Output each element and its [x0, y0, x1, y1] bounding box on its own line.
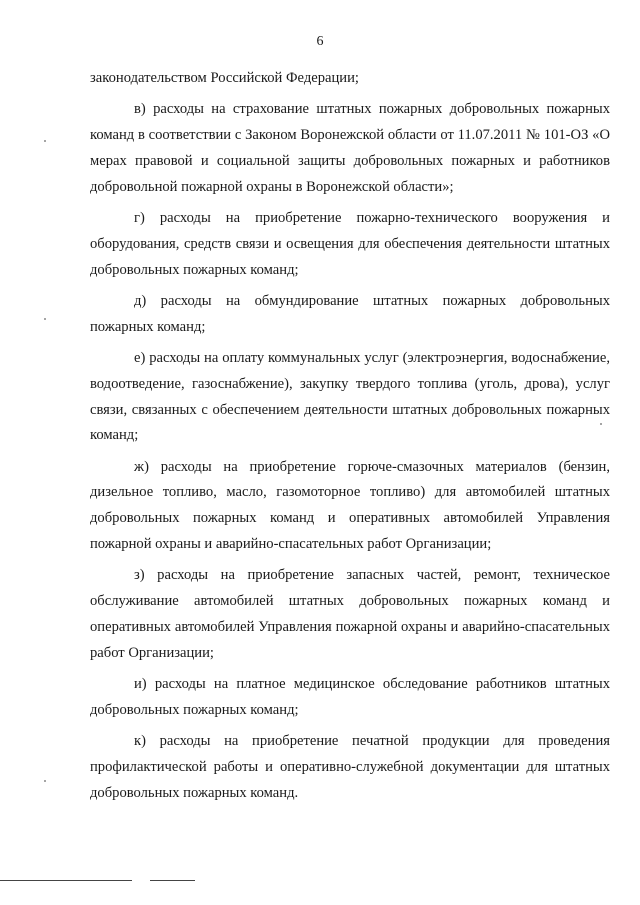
- page-number: 6: [316, 34, 324, 49]
- paragraph-item-zh: ж) расходы на приобретение горюче-смазочных материалов (бензин, дизельное топливо, масло, газомоторное топливо) для автомобилей штатных добровольных пожарных команд и оперативных автомобилей Управления пожарной охраны и аварийно-спасательных работ Организации;: [90, 458, 610, 553]
- paragraph-item-e: е) расходы на оплату коммунальных услуг (электроэнергия, водоснабжение, водоотведение, газоснабжение), закупку твердого топлива (уголь, дрова), услуг связи, связанных с обеспечением деятельности штатных добровольных пожарных команд;: [90, 349, 610, 444]
- paragraph-item-i: и) расходы на платное медицинское обследование работников штатных добровольных пожарных команд;: [90, 676, 610, 718]
- footer-rule: [0, 880, 132, 881]
- paragraph-item-v: в) расходы на страхование штатных пожарных добровольных пожарных команд в соответствии с Законом Воронежской области от 11.07.2011 № 101-ОЗ «О мерах правовой и социальной защиты добровольных пожарных и работников добровольной пожарной охраны в Воронежской области»;: [90, 101, 610, 195]
- paragraph-continuation: законодательством Российской Федерации;: [90, 70, 359, 86]
- paragraph-item-g: г) расходы на приобретение пожарно-технического вооружения и оборудования, средств связи и освещения для обеспечения деятельности штатных добровольных пожарных команд;: [90, 209, 610, 278]
- scan-speck: [44, 780, 46, 782]
- scan-speck: [44, 318, 46, 320]
- scan-speck: [600, 423, 602, 425]
- footer-rule: [150, 880, 195, 881]
- paragraph-item-d: д) расходы на обмундирование штатных пожарных добровольных пожарных команд;: [90, 292, 610, 335]
- scan-speck: [44, 140, 46, 142]
- paragraph-item-k: к) расходы на приобретение печатной продукции для проведения профилактической работы и оперативно-служебной документации для штатных добровольных пожарных команд.: [90, 733, 610, 801]
- document-body: [90, 66, 610, 812]
- paragraph-item-z: з) расходы на приобретение запасных частей, ремонт, техническое обслуживание автомобилей штатных добровольных пожарных команд и оперативных автомобилей Управления пожарной охраны и аварийно-спасательных работ Организации;: [90, 567, 610, 661]
